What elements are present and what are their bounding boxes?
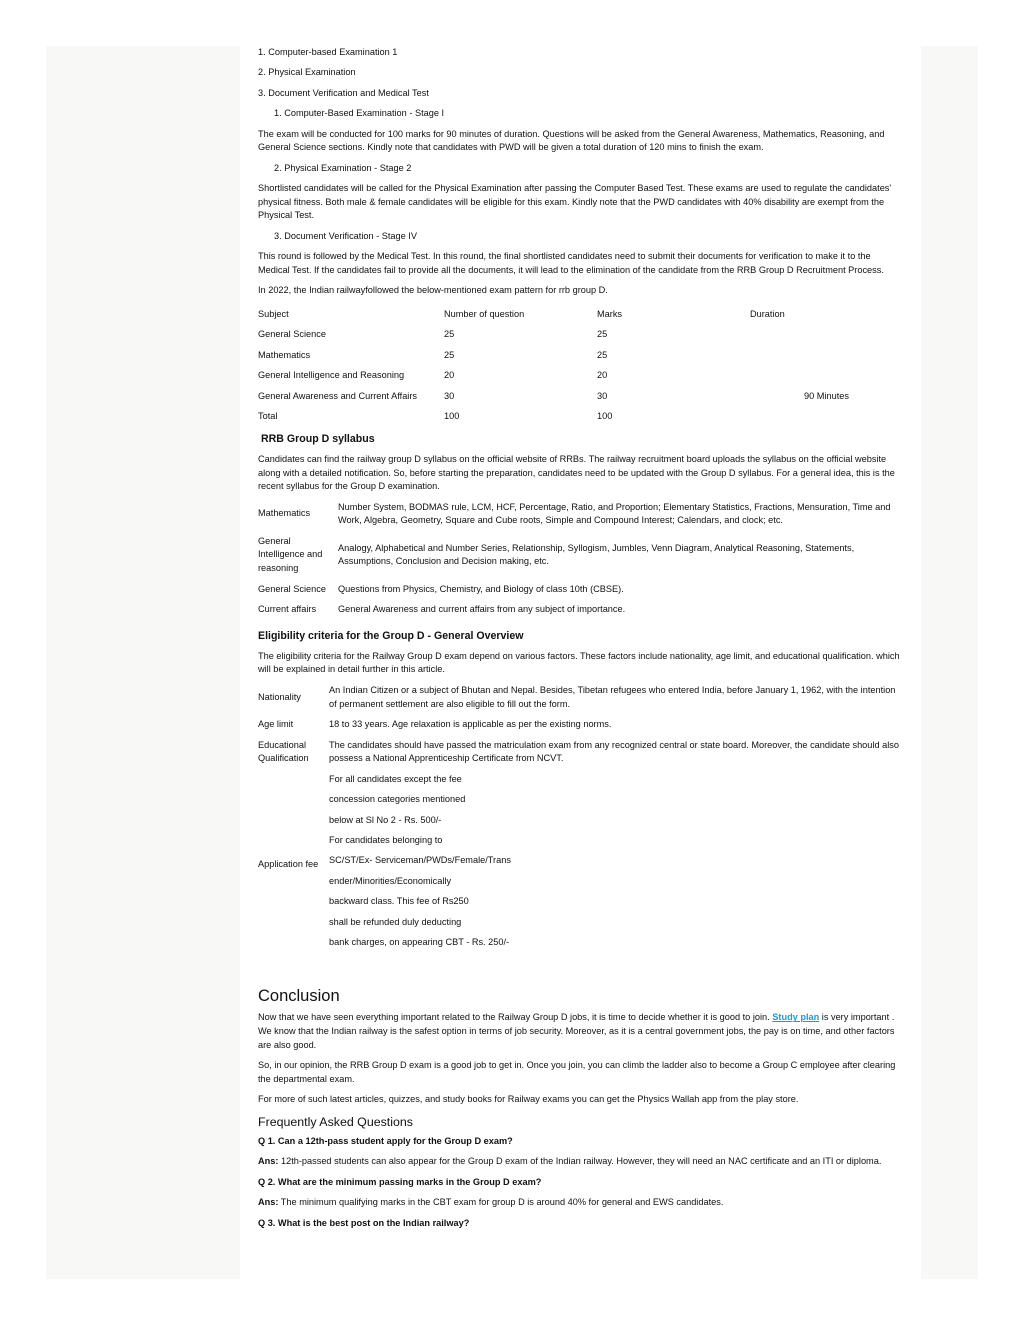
stage-description: This round is followed by the Medical Test. In this round, the final shortlisted candidates need to submit their documents for verification to make it to the Medical Test. If the candidates fail to provide all the documents, it will lead to the elimination of the candidate from the RRB Group D Recruitment Process. [258,251,884,275]
table-row [258,325,903,345]
table-header-cell: Number of question [444,309,525,320]
right-margin [921,46,978,1279]
conclusion-heading: Conclusion [258,987,340,1006]
table-row [258,739,903,773]
duration-value: 90 Minutes [804,390,849,401]
table-row [258,535,903,583]
criteria-detail-cell: The candidates should have passed the matriculation exam from any recognized central or state board. Moreover, the candidate should also possess a National Apprenticeship Certificate from NCVT. [329,739,899,764]
table-row [258,603,903,624]
answer-label: Ans: [258,1197,279,1208]
table-cell: 20 [444,370,455,381]
syllabus-table [258,501,903,624]
fee-line: ender/Minorities/Economically [329,875,452,886]
table-cell: Total [258,411,278,421]
fee-line: bank charges, on appearing CBT - Rs. 250/- [329,937,510,947]
stage-title: 1. Computer-Based Examination - Stage I [274,108,445,119]
conclusion-text: is very important . We know that the Indian railway is the safest option in terms of job security. Moreover, as it is a central government jobs, the pay is on time, and other factors are also good. [258,1012,895,1050]
syllabus-heading: RRB Group D syllabus [261,433,375,445]
pattern-intro: In 2022, the Indian railwayfollowed the below-mentioned exam pattern for rrb group D. [258,285,608,296]
subject-cell: Current affairs [258,604,317,615]
table-header-row [258,305,903,325]
answer-label: Ans: [258,1156,279,1167]
table-cell: 25 [444,349,455,360]
table-cell: 30 [444,390,455,401]
stage-title: 2. Physical Examination - Stage 2 [274,162,412,173]
exam-pattern-table [258,305,903,427]
fee-line: shall be refunded duly deducting [329,916,462,927]
subject-cell: General Intelligence and reasoning [258,535,323,574]
table-header-cell: Duration [750,309,785,320]
conclusion-paragraph: So, in our opinion, the RRB Group D exam is a good job to get in. Once you join, you can climb the ladder also to become a Group C employee after clearing the departmental exam. [258,1060,896,1084]
eligibility-table [258,684,903,956]
criteria-detail-cell: An Indian Citizen or a subject of Bhutan and Nepal. Besides, Tibetan refugees who entered India, before January 1, 1962, with the intention of permanent settlement are also eligible to fill out the form. [329,684,896,709]
duration-cell [750,325,903,427]
fee-line: concession categories mentioned [329,794,466,805]
criteria-cell: Educational Qualification [258,739,309,764]
table-cell: 25 [444,329,455,340]
eligibility-heading: Eligibility criteria for the Group D - General Overview [258,629,524,642]
criteria-cell: Nationality [258,691,301,702]
table-row [258,501,903,535]
fee-line: backward class. This fee of Rs250 [329,896,469,907]
faq-answer [258,1155,903,1169]
stage-title: 3. Document Verification - Stage IV [274,230,417,241]
left-margin [46,46,240,1279]
process-item: 3. Document Verification and Medical Test [258,87,429,98]
fee-line: SC/ST/Ex- Serviceman/PWDs/Female/Trans [329,855,511,866]
table-cell: General Science [258,329,326,340]
table-row [258,583,903,604]
study-plan-link[interactable]: Study plan [772,1012,820,1023]
fee-line: For all candidates except the fee [329,773,462,784]
conclusion-paragraph [258,1011,903,1052]
process-item: 1. Computer-based Examination 1 [258,47,398,57]
table-cell: 100 [597,411,613,421]
faq-question: Q 2. What are the minimum passing marks in the Group D exam? [258,1176,542,1187]
syllabus-intro: Candidates can find the railway group D syllabus on the official website of RRBs. The railway recruitment board uploads the syllabus on the official website along with a detailed notification. So, before starting the preparation, candidates need to be updated with the Group D syllabus. For a general idea, this is the recent syllabus for the Group D examination. [258,454,895,492]
table-header-cell: Subject [258,309,289,320]
faq-heading: Frequently Asked Questions [258,1114,413,1129]
conclusion-paragraph: For more of such latest articles, quizzes, and study books for Railway exams you can get the Physics Wallah app from the play store. [258,1094,799,1105]
fee-detail-cell [329,773,903,957]
table-cell: 100 [444,411,460,421]
table-header-cell: Marks [597,309,623,320]
table-cell: 30 [597,390,608,401]
article-content [258,46,903,1237]
criteria-cell: Application fee [258,858,319,869]
table-cell: 25 [597,329,608,340]
table-cell: General Awareness and Current Affairs [258,390,417,401]
process-item: 2. Physical Examination [258,67,356,78]
stage-description: Shortlisted candidates will be called for the Physical Examination after passing the Computer Based Test. These exams are used to regulate the candidates' physical fitness. Both male & female candidates will be eligible for this exam. Kindly note that the PWD candidates with 40% disability are exempt from the Physical Test. [258,183,892,221]
faq-question: Q 3. What is the best post on the Indian railway? [258,1217,470,1228]
table-row [258,718,903,739]
table-cell: 25 [597,349,608,360]
faq-answer [258,1196,903,1210]
table-cell: 20 [597,370,608,381]
criteria-detail-cell: 18 to 33 years. Age relaxation is applicable as per the existing norms. [329,719,612,730]
table-row [258,773,903,957]
stage-description: The exam will be conducted for 100 marks for 90 minutes of duration. Questions will be asked from the General Awareness, Mathematics, Reasoning, and General Science sections. Kindly note that candidates with PWD will be given a total duration of 120 mins to finish the exam. [258,128,885,153]
fee-line: For candidates belonging to [329,835,443,846]
subject-cell: Mathematics [258,508,311,519]
answer-text: 12th-passed students can also appear for the Group D exam of the Indian railway. However, they will need an NAC certificate and an ITI or diploma. [278,1156,882,1167]
topics-cell: General Awareness and current affairs from any subject of importance. [338,604,626,615]
table-cell: General Intelligence and Reasoning [258,370,405,381]
criteria-cell: Age limit [258,719,294,730]
topics-cell: Questions from Physics, Chemistry, and Biology of class 10th (CBSE). [338,583,624,594]
table-cell: Mathematics [258,349,311,360]
subject-cell: General Science [258,583,326,594]
faq-question: Q 1. Can a 12th-pass student apply for the Group D exam? [258,1135,513,1146]
topics-cell: Number System, BODMAS rule, LCM, HCF, Percentage, Ratio, and Proportion; Elementary Statistics, Fractions, Mensuration, Time and Work, Algebra, Geometry, Square and Cube roots, Simple and Compound Interest; Calendars, and clock; etc. [338,501,891,526]
topics-cell: Analogy, Alphabetical and Number Series, Relationship, Syllogism, Jumbles, Venn Diagram, Analytical Reasoning, Statements, Assumptions, Conclusion and Decision making, etc. [338,542,855,567]
eligibility-intro: The eligibility criteria for the Railway Group D exam depend on various factors. These factors include nationality, age limit, and educational qualification. which will be explained in detail further in this article. [258,650,900,675]
answer-text: The minimum qualifying marks in the CBT exam for group D is around 40% for general and EWS candidates. [278,1197,724,1208]
table-row [258,684,903,718]
fee-line: below at Sl No 2 - Rs. 500/- [329,814,442,825]
conclusion-text: Now that we have seen everything important related to the Railway Group D jobs, it is time to decide whether it is good to join. [258,1012,773,1023]
